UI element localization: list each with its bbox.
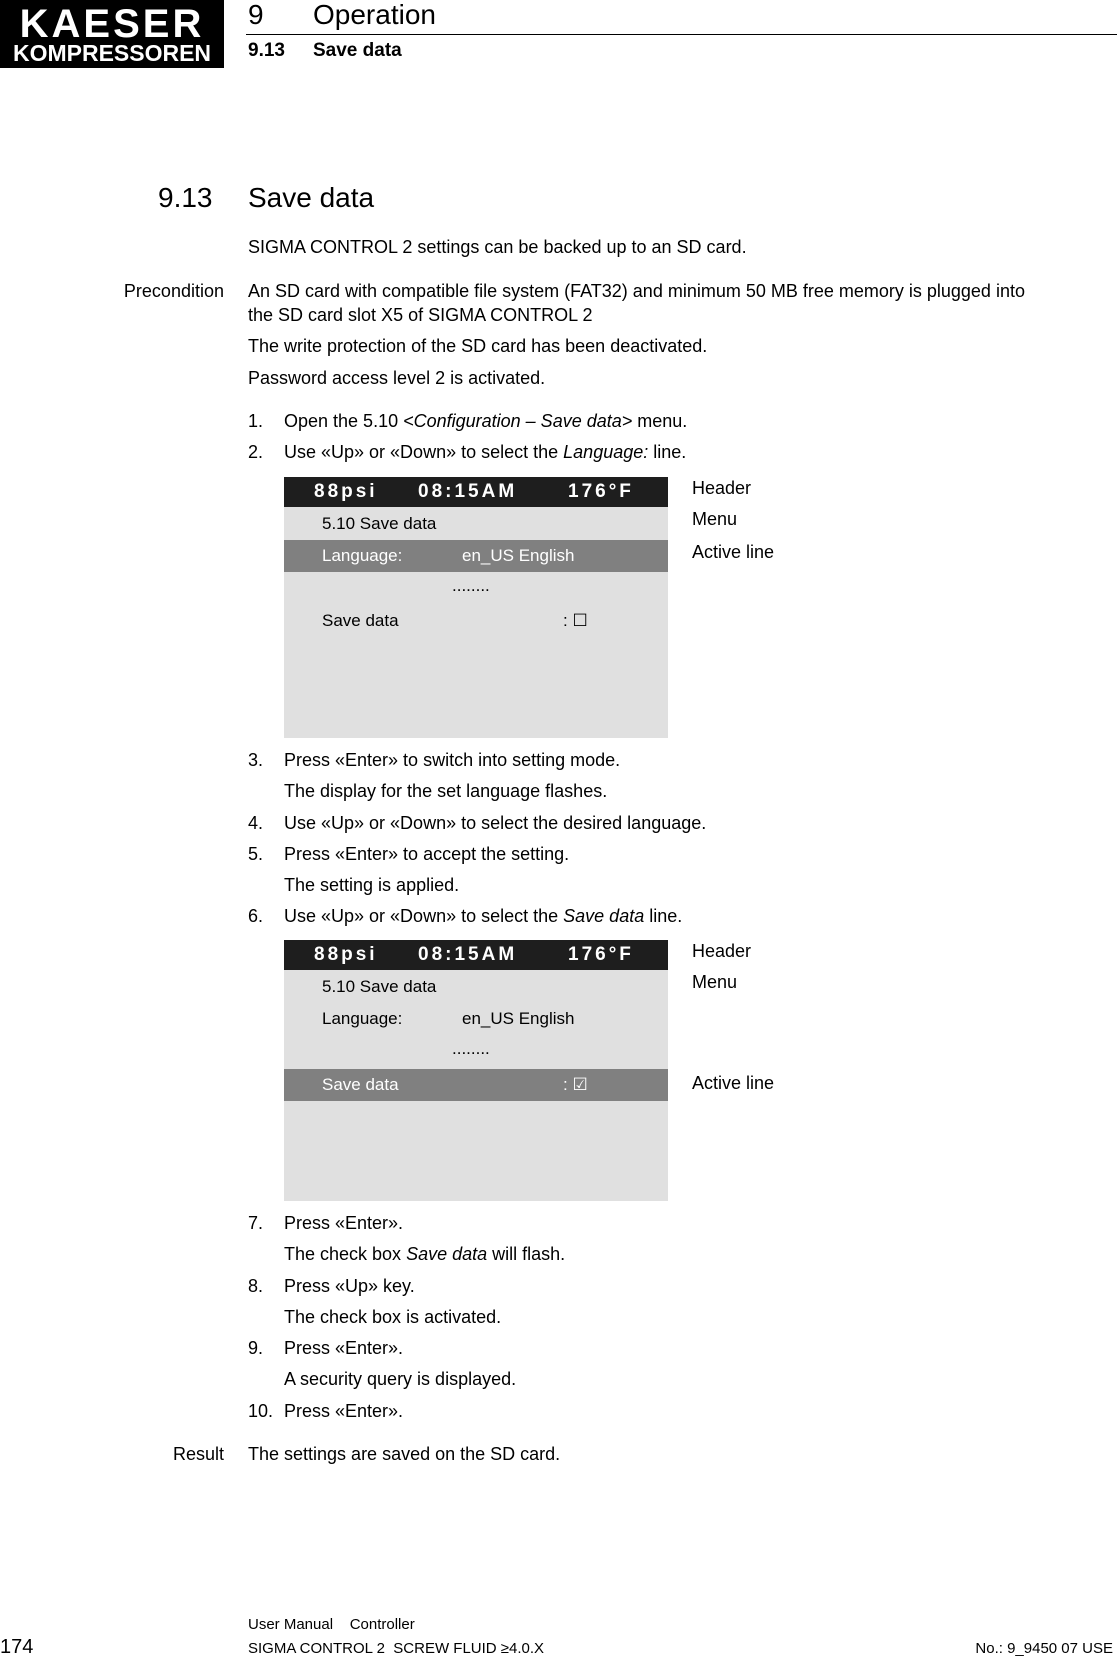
footer-manual-line: User Manual Controller [248, 1616, 415, 1633]
chapter-number: 9 [248, 0, 264, 30]
label-header: Header [692, 478, 752, 498]
precondition-line1a: An SD card with compatible file system (FAT32) and minimum 50 MB free memory is plugged into [248, 281, 1025, 301]
logo-line1: KAESER [19, 2, 205, 46]
display-temperature: 176°F [568, 944, 634, 965]
section-title: Save data [248, 182, 375, 213]
language-label: Language: [322, 546, 403, 565]
controller-display-language [284, 477, 668, 738]
language-value: en_US English [462, 1009, 575, 1028]
result-text: The settings are saved on the SD card. [248, 1444, 561, 1464]
display-language-row-active [284, 540, 668, 572]
display-header [284, 940, 668, 970]
intro-text: SIGMA CONTROL 2 settings can be backed up to an SD card. [248, 237, 747, 257]
step-number: 10. [248, 1401, 274, 1421]
step-number: 8. [248, 1276, 264, 1296]
display-menu-title: 5.10 Save data [322, 977, 437, 996]
step-number: 9. [248, 1338, 264, 1358]
label-menu: Menu [692, 509, 738, 529]
save-data-label: Save data [322, 1075, 399, 1094]
result-label: Result [172, 1444, 224, 1464]
step-9-result: A security query is displayed. [284, 1369, 517, 1389]
step-5-text: Press «Enter» to accept the setting. [284, 844, 570, 864]
step-9-text: Press «Enter». [284, 1338, 404, 1358]
label-active-line: Active line [692, 542, 775, 562]
display-pressure: 88psi [314, 944, 378, 965]
step-number: 6. [248, 906, 264, 926]
subchapter-number: 9.13 [248, 40, 285, 61]
checkbox-unchecked-icon: : ☐ [563, 611, 588, 630]
language-label: Language: [322, 1009, 403, 1028]
label-header: Header [692, 941, 752, 961]
step-number: 5. [248, 844, 264, 864]
step-1-text: Open the 5.10 <Configuration – Save data> menu. [284, 411, 688, 431]
step-8-text: Press «Up» key. [284, 1276, 415, 1296]
label-menu: Menu [692, 972, 738, 992]
language-value: en_US English [462, 546, 575, 565]
subchapter-title: Save data [313, 40, 402, 61]
footer-document-number: No.: 9_9450 07 USE [975, 1640, 1113, 1657]
step-number: 7. [248, 1213, 264, 1233]
step-4-text: Use «Up» or «Down» to select the desired language. [284, 813, 707, 833]
precondition-line3: Password access level 2 is activated. [248, 368, 546, 388]
display-time: 08:15AM [418, 944, 518, 965]
display-menu-title: 5.10 Save data [322, 514, 437, 533]
step-5-result: The setting is applied. [284, 875, 460, 895]
logo-line2: KOMPRESSOREN [12, 40, 212, 66]
precondition-line1b: the SD card slot X5 of SIGMA CONTROL 2 [248, 305, 593, 325]
step-number: 2. [248, 442, 264, 462]
step-7-text: Press «Enter». [284, 1213, 404, 1233]
chapter-title: Operation [313, 0, 436, 30]
step-3-text: Press «Enter» to switch into setting mode. [284, 750, 621, 770]
precondition-line2: The write protection of the SD card has been deactivated. [248, 336, 708, 356]
display-menu-row [284, 971, 668, 1003]
display-ellipsis: ........ [452, 576, 490, 595]
step-10-text: Press «Enter». [284, 1401, 404, 1421]
step-number: 3. [248, 750, 264, 770]
step-2-text: Use «Up» or «Down» to select the Language: line. [284, 442, 687, 462]
display-language-row [284, 1003, 668, 1035]
display-time: 08:15AM [418, 481, 518, 502]
step-3-result: The display for the set language flashes. [284, 781, 608, 801]
step-7-result: The check box Save data will flash. [284, 1244, 566, 1264]
label-active-line: Active line [692, 1073, 775, 1093]
save-data-label: Save data [322, 611, 399, 630]
step-number: 1. [248, 411, 264, 431]
controller-display-save-data [284, 940, 668, 1201]
checkbox-checked-icon: : ☑ [563, 1075, 588, 1094]
display-menu-row [284, 508, 668, 540]
precondition-label: Precondition [123, 281, 224, 301]
display-pressure: 88psi [314, 481, 378, 502]
kaeser-logo [0, 0, 224, 68]
header-rule [246, 34, 1117, 35]
step-8-result: The check box is activated. [284, 1307, 502, 1327]
section-number: 9.13 [158, 182, 213, 213]
step-6-text: Use «Up» or «Down» to select the Save data line. [284, 906, 683, 926]
footer-product-line: SIGMA CONTROL 2 SCREW FLUID ≥4.0.X [248, 1640, 545, 1657]
display-save-row [284, 605, 668, 637]
page-number: 174 [0, 1636, 34, 1658]
display-ellipsis: ........ [452, 1039, 490, 1058]
display-header [284, 477, 668, 507]
step-number: 4. [248, 813, 264, 833]
display-temperature: 176°F [568, 481, 634, 502]
display-save-row-active [284, 1069, 668, 1101]
